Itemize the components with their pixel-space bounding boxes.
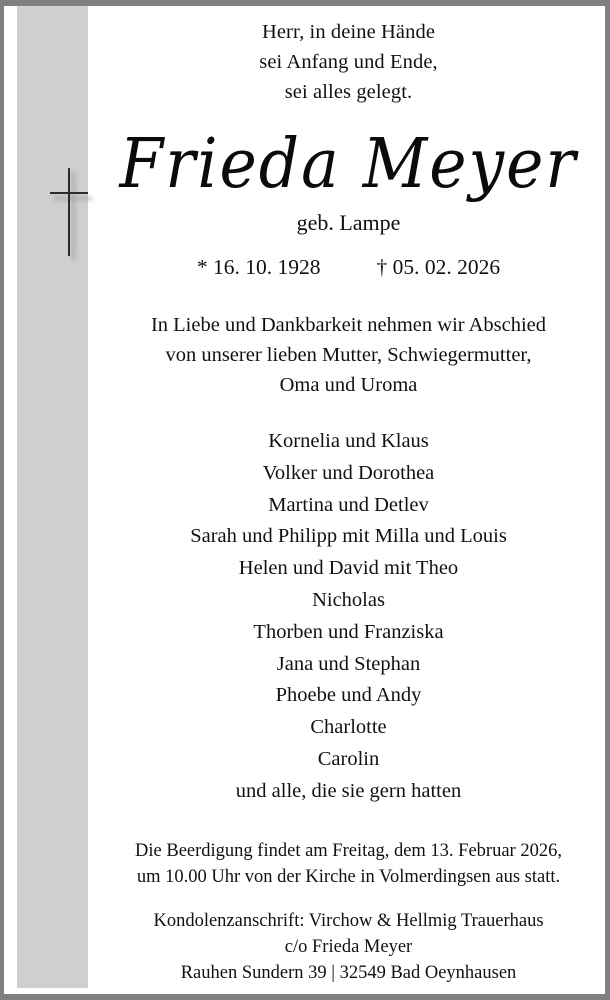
verse-line-2: sei Anfang und Ende, xyxy=(259,51,438,73)
memorial-verse xyxy=(92,6,605,107)
list-item: Sarah und Philipp mit Milla und Louis xyxy=(190,525,507,548)
list-item: Helen und David mit Theo xyxy=(238,557,459,580)
decorative-grey-band xyxy=(17,6,88,988)
list-item: Nicholas xyxy=(312,588,385,611)
deceased-name: Frieda Meyer xyxy=(119,124,578,204)
cross-horizontal-shadow xyxy=(54,197,92,200)
mourners-list xyxy=(92,400,605,808)
list-item: Jana und Stephan xyxy=(276,652,421,675)
frame-bottom-rule xyxy=(0,994,610,1000)
list-item: Charlotte xyxy=(310,716,387,739)
funeral-details xyxy=(92,808,605,890)
farewell-line-1: In Liebe und Dankbarkeit nehmen wir Abschied xyxy=(150,314,547,336)
cross-vertical-shadow xyxy=(72,172,75,260)
list-item: Martina und Detlev xyxy=(268,493,429,516)
funeral-line-2: um 10.00 Uhr von der Kirche in Volmerdingsen aus statt. xyxy=(136,866,561,887)
maiden-name: geb. Lampe xyxy=(296,210,401,235)
list-item: Kornelia und Klaus xyxy=(268,430,429,452)
cross-vertical-bar xyxy=(68,168,70,256)
condolence-line-1: Kondolenzanschrift: Virchow & Hellmig Trauerhaus xyxy=(153,910,544,931)
frame-right-rule xyxy=(605,0,610,1000)
list-item: und alle, die sie gern hatten xyxy=(235,779,462,802)
list-item: Carolin xyxy=(317,747,380,770)
christian-cross-icon xyxy=(47,166,93,258)
farewell-line-3: Oma und Uroma xyxy=(279,374,418,396)
verse-line-1: Herr, in deine Hände xyxy=(261,21,436,43)
birth-date: * 16. 10. 1928 xyxy=(196,255,321,279)
condolence-address xyxy=(92,890,605,986)
funeral-line-1: Die Beerdigung findet am Freitag, dem 13. Februar 2026, xyxy=(135,840,562,861)
list-item: Phoebe und Andy xyxy=(275,684,422,707)
list-item: Thorben und Franziska xyxy=(253,620,444,643)
verse-line-3: sei alles gelegt. xyxy=(284,81,413,103)
list-item: Volker und Dorothea xyxy=(262,461,435,484)
condolence-line-2: c/o Frieda Meyer xyxy=(284,936,413,957)
frame-left-rule xyxy=(0,0,4,1000)
death-date: † 05. 02. 2026 xyxy=(376,255,501,279)
cross-horizontal-bar xyxy=(50,192,88,194)
condolence-line-3: Rauhen Sundern 39 | 32549 Bad Oeynhausen xyxy=(180,962,517,983)
farewell-message xyxy=(92,281,605,400)
farewell-line-2: von unserer lieben Mutter, Schwiegermutter, xyxy=(165,344,532,366)
life-dates xyxy=(92,237,605,281)
notice-content xyxy=(92,6,605,988)
